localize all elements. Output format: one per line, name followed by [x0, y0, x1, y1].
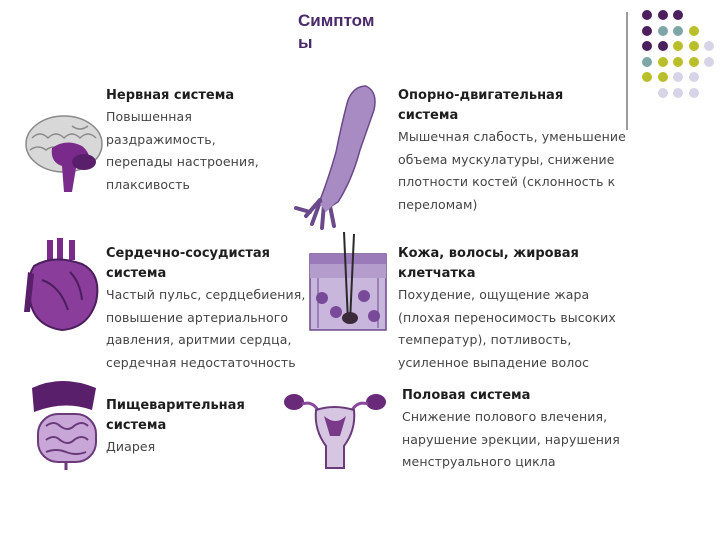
section-heading: Кожа, волосы, жировая клетчатка — [398, 246, 579, 281]
section-text: Снижение полового влечения, нарушение эрекции, нарушения менструального цикла — [402, 409, 620, 469]
decor-dot — [704, 41, 714, 51]
decor-dot — [689, 57, 699, 67]
page-title: Симптомы — [298, 11, 375, 52]
heart-icon — [20, 236, 104, 332]
decor-dot — [642, 57, 652, 67]
section-text: Похудение, ощущение жара (плохая переносимость высоких температур), потливость, усиленное выпадение волос — [398, 287, 616, 370]
decor-dot — [689, 88, 699, 98]
arm-icon — [286, 82, 382, 234]
decor-dot — [658, 72, 668, 82]
section-heading: Опорно-двигательная система — [398, 88, 564, 123]
decor-dot — [642, 10, 652, 20]
decor-dot — [673, 41, 683, 51]
symptom-section — [398, 244, 616, 374]
uterus-icon — [280, 386, 390, 474]
symptom-section — [106, 86, 259, 196]
decor-dot — [642, 72, 652, 82]
decor-dot — [673, 26, 683, 36]
section-heading: Нервная система — [106, 88, 235, 103]
decor-dot — [673, 10, 683, 20]
divider-line — [626, 12, 628, 130]
brain-icon — [22, 108, 106, 196]
symptom-section — [398, 86, 626, 216]
decor-dot — [642, 26, 652, 36]
decor-dot — [642, 41, 652, 51]
decor-dot — [673, 57, 683, 67]
decor-dot — [658, 88, 668, 98]
symptom-section — [106, 244, 305, 374]
decor-dot — [658, 26, 668, 36]
section-text: Частый пульс, сердцебиения, повышение артериального давления, аритмии сердца, сердечная недостаточность — [106, 287, 306, 370]
symptom-section — [402, 386, 620, 474]
decor-dot — [704, 57, 714, 67]
section-text: Мышечная слабость, уменьшение объема мускулатуры, снижение плотности костей (склонность к переломам) — [398, 129, 626, 212]
digestive-icon — [28, 378, 108, 470]
section-heading: Половая система — [402, 388, 531, 403]
decor-dot — [689, 72, 699, 82]
section-text: Повышенная раздражимость, перепады настроения, плаксивость — [106, 109, 259, 192]
decor-dot — [658, 41, 668, 51]
skin-icon — [308, 232, 388, 332]
decor-dot — [658, 10, 668, 20]
decor-dot — [673, 88, 683, 98]
symptom-section — [106, 396, 245, 459]
decor-dot — [673, 72, 683, 82]
section-text: Диарея — [106, 439, 156, 454]
section-heading: Пищеварительная система — [106, 398, 245, 433]
decor-dot — [689, 41, 699, 51]
decor-dot — [689, 26, 699, 36]
decor-dot — [658, 57, 668, 67]
section-heading: Сердечно-сосудистая система — [106, 246, 270, 281]
